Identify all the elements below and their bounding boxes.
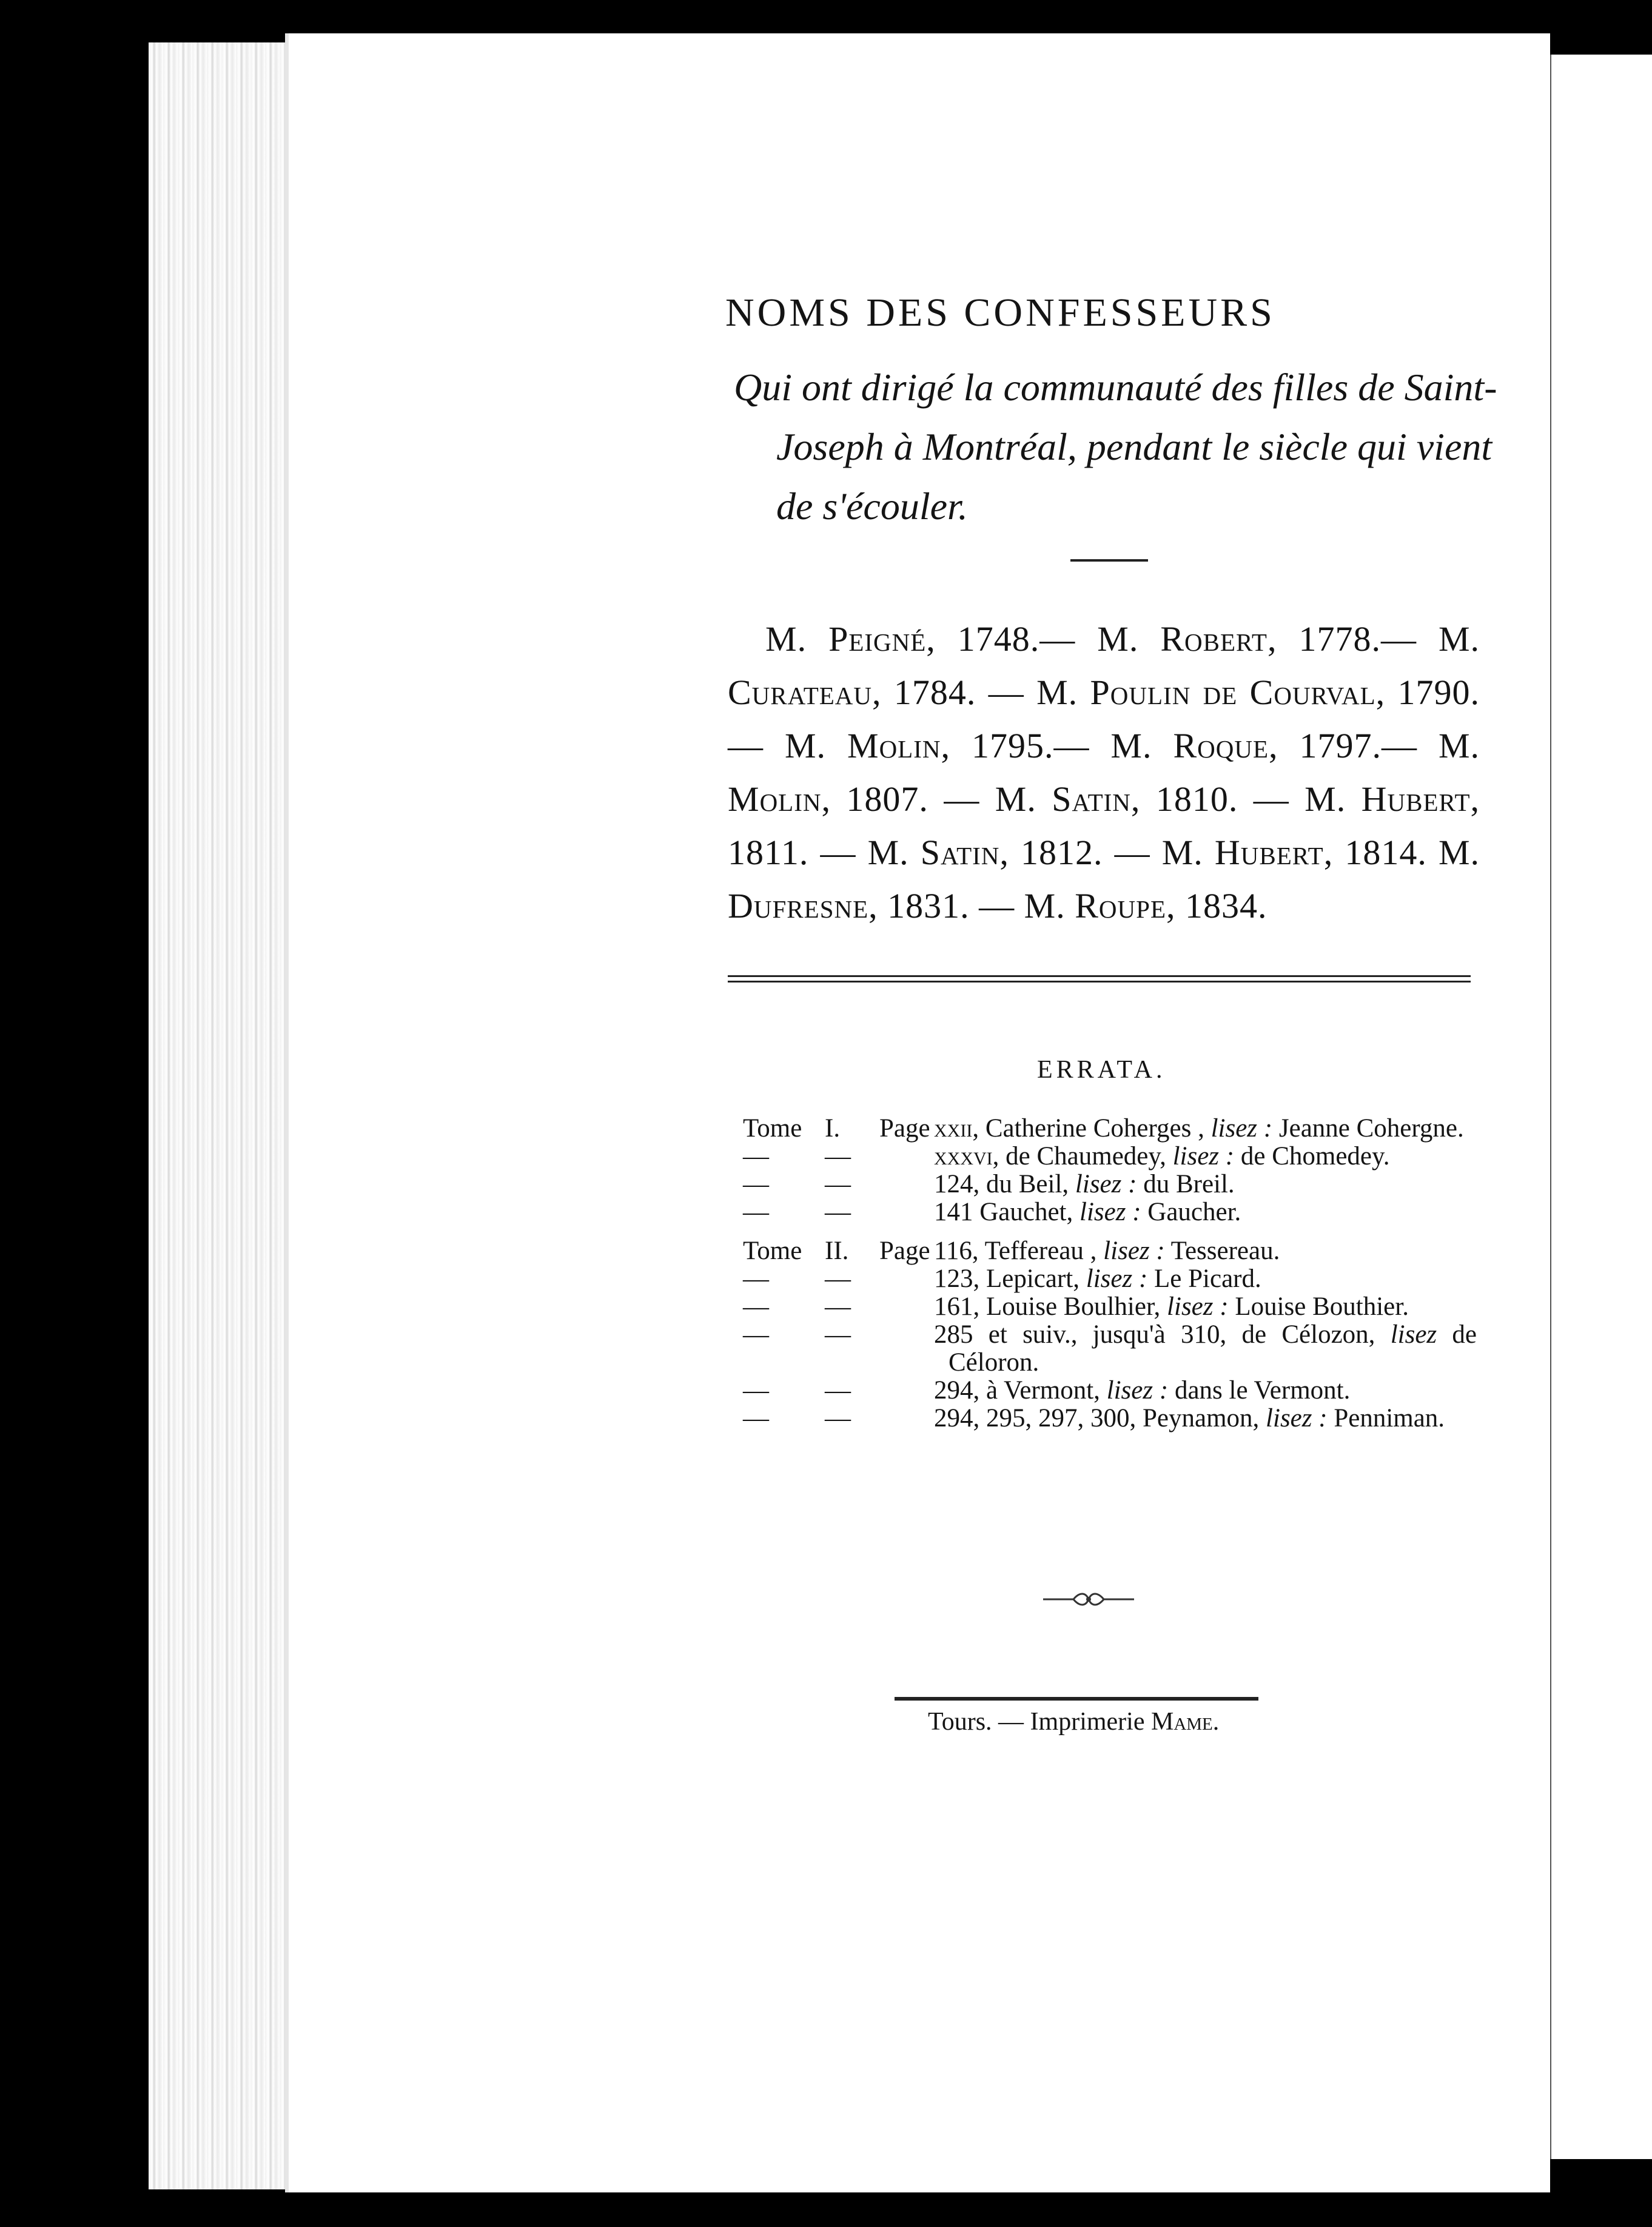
confessor-name: Curateau xyxy=(728,673,873,712)
errata-tome: Tome xyxy=(743,1237,802,1265)
confessor-name: Poulin de Courval xyxy=(1090,673,1376,712)
confessor-prefix: M. xyxy=(784,726,847,765)
errata-wrong: , 295, 297, 300, Peynamon, xyxy=(973,1404,1266,1433)
errata-right: dans le Vermont. xyxy=(1168,1376,1351,1405)
errata-right: Le Picard. xyxy=(1147,1265,1261,1293)
confessor-year: , 1834. xyxy=(1166,886,1268,925)
errata-tome: — xyxy=(743,1376,769,1405)
errata-row xyxy=(743,1115,1477,1143)
errata-correction xyxy=(934,1321,1477,1377)
confessor-name: Roupe xyxy=(1075,886,1166,925)
errata-lisez: lisez xyxy=(1390,1320,1437,1349)
errata-wrong: Gauchet, xyxy=(973,1198,1080,1226)
confessor-prefix: M. xyxy=(1097,619,1161,659)
errata-wrong: , du Beil, xyxy=(973,1170,1075,1198)
errata-lisez: lisez : xyxy=(1080,1198,1141,1226)
confessor-prefix: M. xyxy=(1024,886,1075,925)
errata-wrong: , Catherine Coherges , xyxy=(972,1114,1211,1143)
errata-lisez: lisez : xyxy=(1075,1170,1137,1198)
confessor-prefix: M. xyxy=(1110,726,1174,765)
confessor-prefix: M. xyxy=(995,779,1052,819)
errata-page-ref: 294 xyxy=(934,1404,973,1433)
errata-row xyxy=(743,1377,1477,1405)
page-title: NOMS DES CONFESSEURS xyxy=(725,291,1275,335)
errata-correction xyxy=(934,1115,1477,1143)
confessor-year: , 1812. — xyxy=(999,833,1162,872)
errata-row xyxy=(743,1171,1477,1198)
errata-correction xyxy=(934,1377,1477,1405)
errata-page-ref: 141 xyxy=(934,1198,973,1226)
short-rule xyxy=(1070,559,1148,562)
errata-tome: — xyxy=(743,1265,769,1293)
errata-page-label: Page xyxy=(879,1237,930,1265)
errata-right: Tessereau. xyxy=(1164,1237,1280,1265)
confessor-name: Hubert xyxy=(1361,779,1471,819)
confessor-prefix: M. xyxy=(765,619,829,659)
errata-row xyxy=(743,1265,1477,1293)
errata-tome: — xyxy=(743,1292,769,1321)
book-page xyxy=(285,33,1550,2192)
confessor-year: , 1748.— xyxy=(926,619,1098,659)
printer-name: Mame. xyxy=(1150,1708,1220,1736)
errata-right: Louise Bouthier. xyxy=(1228,1292,1409,1321)
confessor-name: Molin xyxy=(728,779,822,819)
errata-lisez: lisez : xyxy=(1106,1376,1169,1405)
errata-lisez: lisez : xyxy=(1172,1142,1235,1171)
errata-wrong: et suiv., jusqu'à 310, de Célozon, xyxy=(973,1320,1391,1349)
confessor-year: , 1797.— xyxy=(1269,726,1439,765)
printer-prefix: Tours. — Imprimerie xyxy=(928,1708,1151,1736)
errata-lisez: lisez : xyxy=(1103,1237,1165,1265)
errata-page-ref: 294 xyxy=(934,1376,973,1405)
errata-row xyxy=(743,1321,1477,1377)
errata-row xyxy=(743,1293,1477,1321)
confessor-prefix: M. xyxy=(1036,673,1090,712)
errata-correction xyxy=(934,1293,1477,1321)
errata-correction xyxy=(934,1265,1477,1293)
errata-row xyxy=(743,1237,1477,1265)
errata-wrong: , Lepicart, xyxy=(973,1265,1086,1293)
double-rule xyxy=(728,975,1471,982)
footer-rule xyxy=(895,1697,1258,1701)
errata-lisez: lisez : xyxy=(1210,1114,1273,1143)
errata-row xyxy=(743,1198,1477,1226)
printer-imprint xyxy=(928,1707,1219,1736)
errata-tome: — xyxy=(743,1170,769,1198)
errata-page-ref: 161 xyxy=(934,1292,973,1321)
errata-right: Penniman. xyxy=(1327,1404,1445,1433)
errata-right: de Céloron. xyxy=(949,1320,1477,1377)
scan-border xyxy=(285,2192,1652,2227)
confessor-year: , 1814. xyxy=(1323,833,1439,872)
confessor-year: , 1831. — xyxy=(868,886,1024,925)
errata-right: de Chomedey. xyxy=(1234,1142,1390,1171)
errata-tome: Tome xyxy=(743,1114,802,1143)
confessor-year: , 1795.— xyxy=(941,726,1111,765)
errata-volume: — xyxy=(825,1265,851,1293)
book-page-edges xyxy=(149,42,300,2189)
confessor-name: Roque xyxy=(1173,726,1269,765)
errata-volume: — xyxy=(825,1404,851,1433)
confessor-prefix: M. xyxy=(1438,726,1480,765)
errata-lisez: lisez : xyxy=(1167,1292,1229,1321)
errata-title: ERRATA. xyxy=(1037,1056,1166,1084)
confessor-name: Robert xyxy=(1160,619,1268,659)
confessor-name: Hubert xyxy=(1214,833,1324,872)
errata-volume: — xyxy=(825,1320,851,1349)
errata-tome: — xyxy=(743,1404,769,1433)
confessor-year: , 1810. — xyxy=(1130,779,1305,819)
errata-page-ref: xxii xyxy=(934,1114,973,1143)
errata-lisez: lisez : xyxy=(1086,1265,1148,1293)
errata-correction xyxy=(934,1237,1477,1265)
errata-volume: — xyxy=(825,1170,851,1198)
errata-wrong: , à Vermont, xyxy=(973,1376,1107,1405)
confessor-year: , 1790. — xyxy=(728,673,1480,765)
confessor-prefix: M. xyxy=(1304,779,1362,819)
page-subtitle: Qui ont dirigé la communauté des filles de Saint-Joseph à Montréal, pendant le siècle qui vient de s'écouler. xyxy=(734,366,1497,528)
errata-page-label: Page xyxy=(879,1114,930,1143)
errata-volume: I. xyxy=(825,1114,841,1143)
errata-wrong: , de Chaumedey, xyxy=(992,1142,1173,1171)
errata-correction xyxy=(934,1171,1477,1198)
confessors-list xyxy=(728,613,1480,933)
errata-volume: — xyxy=(825,1198,851,1226)
errata-tome: — xyxy=(743,1320,769,1349)
confessor-name: Molin xyxy=(847,726,941,765)
errata-lisez: lisez : xyxy=(1266,1404,1328,1433)
errata-correction xyxy=(934,1198,1477,1226)
confessor-name: Satin xyxy=(920,833,1000,872)
errata-right: Gaucher. xyxy=(1141,1198,1241,1226)
errata-list xyxy=(743,1115,1477,1433)
confessor-year: , 1778.— xyxy=(1267,619,1439,659)
errata-correction xyxy=(934,1405,1477,1433)
errata-volume: II. xyxy=(825,1237,849,1265)
errata-page-ref: 116 xyxy=(934,1237,972,1265)
confessor-year: , 1807. — xyxy=(821,779,995,819)
confessor-year: , 1811. — xyxy=(728,779,1480,872)
confessor-name: Peigné xyxy=(828,619,927,659)
errata-volume: — xyxy=(825,1376,851,1405)
errata-row xyxy=(743,1143,1477,1171)
confessor-prefix: M. xyxy=(867,833,921,872)
errata-page-ref: xxxvi xyxy=(934,1142,993,1171)
errata-page-ref: 124 xyxy=(934,1170,973,1198)
errata-row xyxy=(743,1405,1477,1433)
confessor-prefix: M. xyxy=(1438,833,1480,872)
errata-volume: — xyxy=(825,1292,851,1321)
errata-volume: — xyxy=(825,1142,851,1171)
errata-right: Jeanne Cohergne. xyxy=(1272,1114,1464,1143)
errata-correction xyxy=(934,1143,1477,1171)
confessor-name: Satin xyxy=(1052,779,1131,819)
errata-wrong: , Teffereau , xyxy=(972,1237,1104,1265)
confessor-year: , 1784. — xyxy=(872,673,1037,712)
errata-page-ref: 123 xyxy=(934,1265,973,1293)
facing-page-edge xyxy=(1546,55,1652,2159)
errata-page-ref: 285 xyxy=(934,1320,973,1349)
confessor-prefix: M. xyxy=(1438,619,1480,659)
errata-tome: — xyxy=(743,1142,769,1171)
confessor-name: Dufresne xyxy=(728,886,869,925)
ornament-icon xyxy=(1043,1589,1134,1610)
errata-right: du Breil. xyxy=(1137,1170,1235,1198)
errata-wrong: , Louise Boulhier, xyxy=(973,1292,1167,1321)
errata-tome: — xyxy=(743,1198,769,1226)
confessor-prefix: M. xyxy=(1161,833,1215,872)
